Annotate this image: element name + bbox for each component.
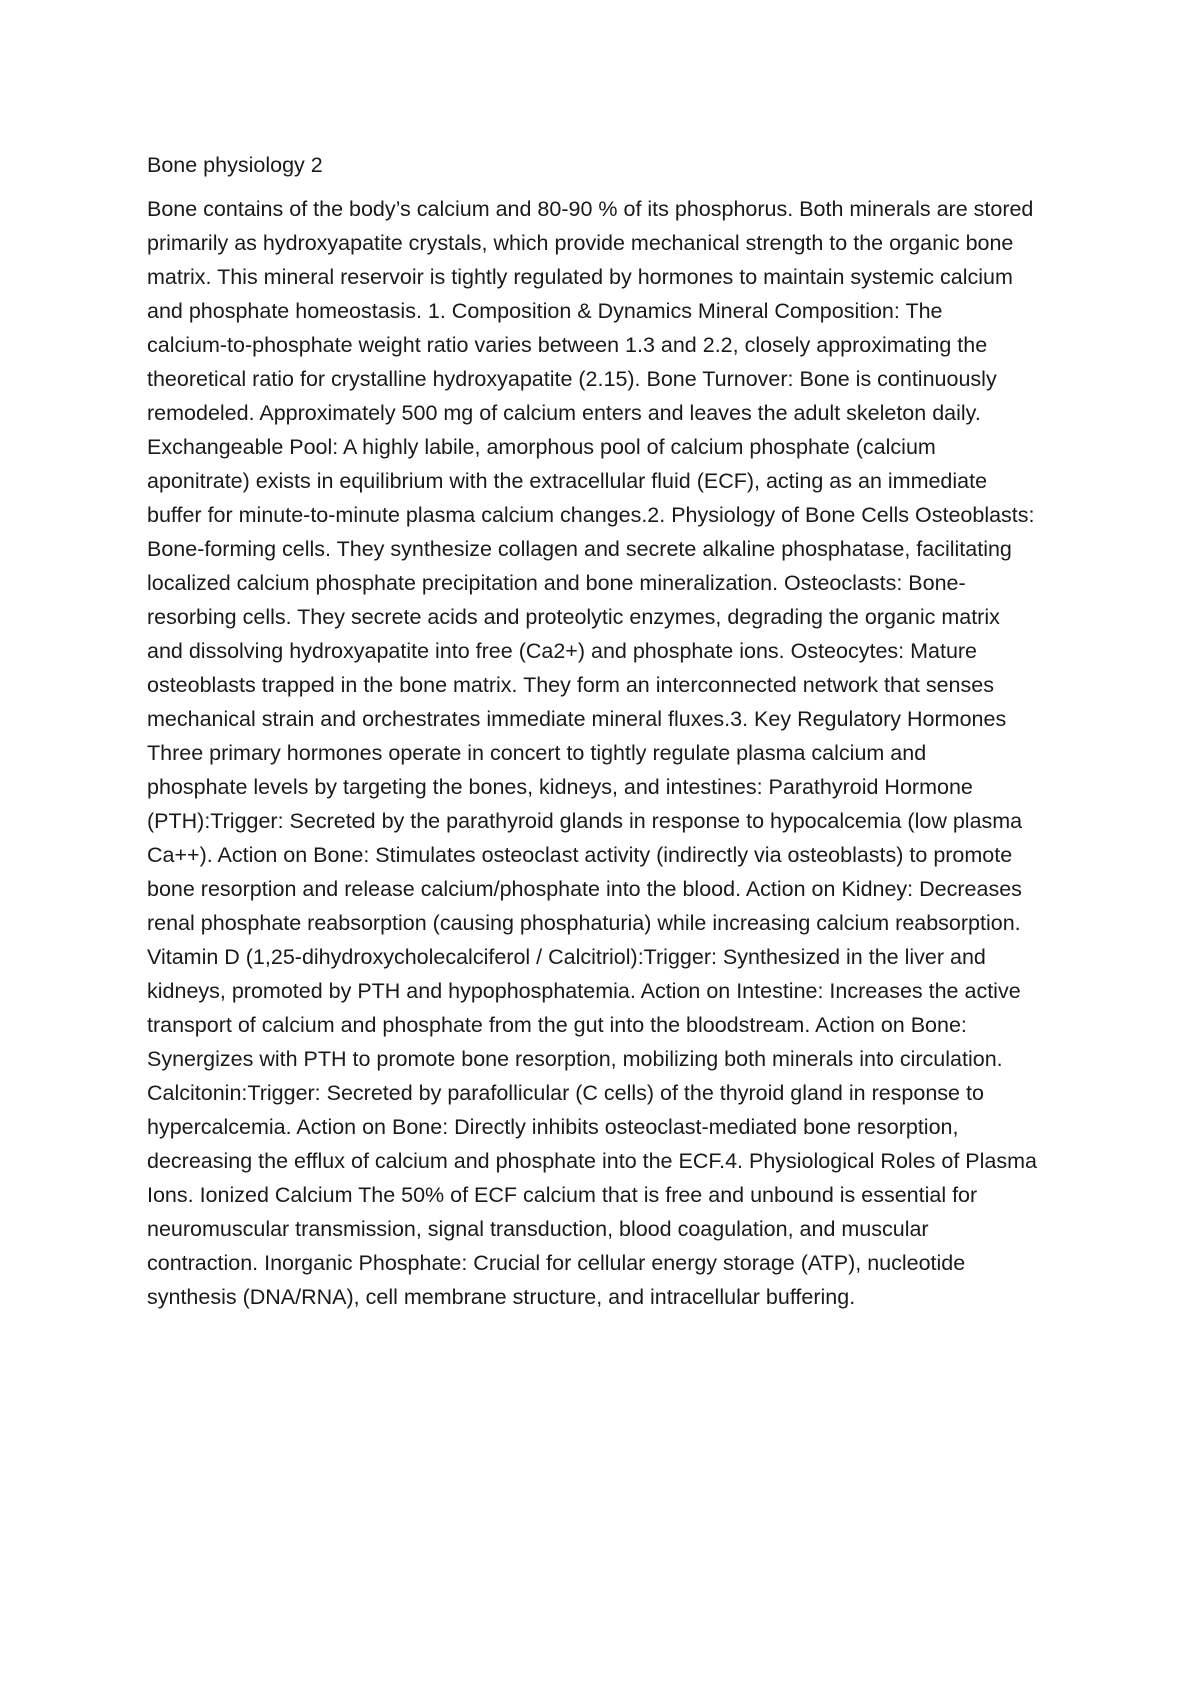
body-line: neuromuscular transmission, signal transduction, blood coagulation, and muscular <box>147 1217 929 1241</box>
body-line: Ions. Ionized Calcium The 50% of ECF calcium that is free and unbound is essential for <box>147 1183 978 1207</box>
body-line: Calcitonin:Trigger: Secreted by parafollicular (C cells) of the thyroid gland in response to <box>147 1081 984 1105</box>
body-line: calcium-to-phosphate weight ratio varies between 1.3 and 2.2, closely approximating the <box>147 333 988 357</box>
body-line: primarily as hydroxyapatite crystals, which provide mechanical strength to the organic bone <box>147 231 1014 255</box>
body-line: bone resorption and release calcium/phosphate into the blood. Action on Kidney: Decreases <box>147 877 1022 901</box>
body-line: Exchangeable Pool: A highly labile, amorphous pool of calcium phosphate (calcium <box>147 435 936 459</box>
body-line: contraction. Inorganic Phosphate: Crucial for cellular energy storage (ATP), nucleotide <box>147 1251 966 1275</box>
body-line: kidneys, promoted by PTH and hypophosphatemia. Action on Intestine: Increases the active <box>147 979 1021 1003</box>
body-line: localized calcium phosphate precipitation and bone mineralization. Osteoclasts: Bone- <box>147 571 966 595</box>
body-line: decreasing the efflux of calcium and phosphate into the ECF.4. Physiological Roles of Plasma <box>147 1149 1037 1173</box>
body-line: (PTH):Trigger: Secreted by the parathyroid glands in response to hypocalcemia (low plasma <box>147 809 1023 833</box>
body-line: hypercalcemia. Action on Bone: Directly inhibits osteoclast-mediated bone resorption, <box>147 1115 959 1139</box>
body-line: theoretical ratio for crystalline hydroxyapatite (2.15). Bone Turnover: Bone is continuously <box>147 367 997 391</box>
body-line: remodeled. Approximately 500 mg of calcium enters and leaves the adult skeleton daily. <box>147 401 981 425</box>
body-line: buffer for minute-to-minute plasma calcium changes.2. Physiology of Bone Cells Osteoblasts: <box>147 503 1035 527</box>
document-title: Bone physiology 2 <box>147 153 323 177</box>
body-line: Bone contains of the body’s calcium and 80-90 % of its phosphorus. Both minerals are stored <box>147 197 1034 221</box>
body-line: osteoblasts trapped in the bone matrix. They form an interconnected network that senses <box>147 673 994 697</box>
body-line: aponitrate) exists in equilibrium with the extracellular fluid (ECF), acting as an immediate <box>147 469 988 493</box>
body-line: and phosphate homeostasis. 1. Composition & Dynamics Mineral Composition: The <box>147 299 943 323</box>
document-body <box>147 192 1077 1314</box>
body-line: Bone-forming cells. They synthesize collagen and secrete alkaline phosphatase, facilitating <box>147 537 1012 561</box>
body-line: renal phosphate reabsorption (causing phosphaturia) while increasing calcium reabsorption. <box>147 911 1021 935</box>
body-line: Ca++). Action on Bone: Stimulates osteoclast activity (indirectly via osteoblasts) to promote <box>147 843 1013 867</box>
body-line: Vitamin D (1,25-dihydroxycholecalciferol / Calcitriol):Trigger: Synthesized in the liver and <box>147 945 986 969</box>
body-line: matrix. This mineral reservoir is tightly regulated by hormones to maintain systemic calcium <box>147 265 1013 289</box>
body-line: transport of calcium and phosphate from the gut into the bloodstream. Action on Bone: <box>147 1013 967 1037</box>
body-line: mechanical strain and orchestrates immediate mineral fluxes.3. Key Regulatory Hormones <box>147 707 1007 731</box>
body-line: resorbing cells. They secrete acids and proteolytic enzymes, degrading the organic matrix <box>147 605 1000 629</box>
body-line: Synergizes with PTH to promote bone resorption, mobilizing both minerals into circulation. <box>147 1047 1003 1071</box>
body-line: Three primary hormones operate in concert to tightly regulate plasma calcium and <box>147 741 927 765</box>
body-line: phosphate levels by targeting the bones, kidneys, and intestines: Parathyroid Hormone <box>147 775 973 799</box>
body-line: synthesis (DNA/RNA), cell membrane structure, and intracellular buffering. <box>147 1285 856 1309</box>
body-line: and dissolving hydroxyapatite into free (Ca2+) and phosphate ions. Osteocytes: Mature <box>147 639 978 663</box>
